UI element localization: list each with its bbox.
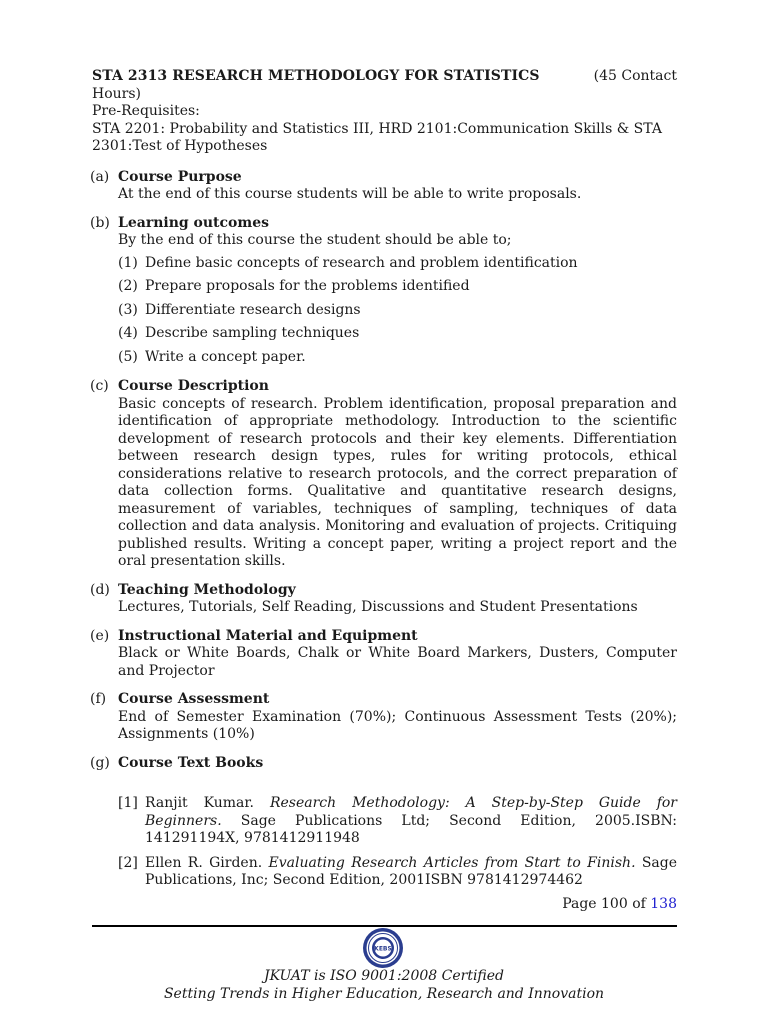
list-item-text: Prepare proposals for the problems identified [145, 278, 470, 294]
prerequisites-label: Pre-Requisites: [92, 103, 200, 119]
section-body: End of Semester Examination (70%); Continuous Assessment Tests (20%); Assignments (10%) [118, 708, 677, 742]
reference-item [118, 855, 677, 890]
list-item-number: (3) [118, 301, 138, 318]
reference-title: Evaluating Research Articles from Start to Finish. [268, 854, 636, 871]
section-letter: (g) [90, 754, 110, 771]
section-letter: (b) [90, 214, 110, 231]
section-heading: Course Purpose [118, 168, 242, 185]
section-letter: (e) [90, 627, 110, 644]
list-item [118, 278, 677, 302]
page-total-link[interactable]: 138 [650, 896, 677, 912]
section-heading: Course Text Books [118, 754, 264, 771]
reference-list [92, 795, 677, 890]
reference-item [118, 795, 677, 848]
reference-number: [1] [118, 795, 138, 811]
reference-title: Research Methodology: A Step-by-Step Guide for Beginners. [145, 795, 678, 829]
page-number-prefix: Page 100 of [562, 896, 646, 912]
section-body: Black or White Boards, Chalk or White Board Markers, Dusters, Computer and Projector [118, 645, 677, 679]
section-instructional-material [92, 628, 677, 681]
reference-details: Sage Publications, Inc; Second Edition, 2001ISBN 9781412974462 [145, 854, 678, 888]
reference-details: Sage Publications Ltd; Second Edition, 2005.ISBN: 141291194X, 9781412911948 [145, 812, 677, 846]
section-learning-outcomes [92, 215, 677, 373]
prerequisites-text: STA 2201: Probability and Statistics III, HRD 2101:Communication Skills & STA 2301:Test of Hypotheses [92, 120, 662, 154]
section-letter: (c) [90, 378, 109, 394]
section-letter: (f) [90, 691, 107, 707]
footer-motto: Setting Trends in Higher Education, Research and Innovation [163, 986, 605, 1002]
list-item-number: (1) [118, 254, 138, 271]
document-page [92, 68, 677, 897]
section-teaching-methodology [92, 582, 677, 617]
contact-hours-part2: Hours) [92, 85, 141, 102]
section-body: Basic concepts of research. Problem identification, proposal preparation and identification of appropriate methodology. Introduction to the scientific development of research protocols and their key elements. Differentiation between research design types, rules for writing protocols, ethical considerations relative to research protocols, and the correct preparation of data collection forms. Qualitative and quantitative research designs, measurement of variables, techniques of sampling, techniques of data collection and data analysis. Monitoring and evaluation of projects. Critiquing published results. Writing a concept paper, writing a project report and the oral presentation skills. [118, 395, 677, 569]
section-course-text-books [92, 755, 677, 773]
list-item [118, 255, 677, 279]
section-body: By the end of this course the student should be able to; [118, 232, 512, 248]
reference-number: [2] [118, 854, 138, 871]
contact-hours-part1: (45 Contact [593, 68, 677, 84]
section-heading: Instructional Material and Equipment [118, 627, 418, 644]
section-heading: Course Description [118, 378, 269, 394]
list-item-text: Define basic concepts of research and problem identification [145, 254, 578, 271]
reference-author: Ellen R. Girden. [145, 854, 263, 871]
list-item-number: (5) [118, 348, 138, 365]
section-course-purpose [92, 169, 677, 204]
footer-certification: JKUAT is ISO 9001:2008 Certified [263, 968, 505, 984]
kebs-certification-logo [362, 927, 404, 969]
section-letter: (a) [90, 168, 110, 185]
course-code-title: STA 2313 RESEARCH METHODOLOGY FOR STATISTICS [92, 68, 540, 84]
reference-author: Ranjit Kumar. [145, 795, 255, 811]
section-body: At the end of this course students will be able to write proposals. [118, 186, 582, 202]
section-heading: Course Assessment [118, 691, 270, 707]
page-number [562, 896, 677, 914]
course-title-line [92, 68, 677, 86]
list-item-number: (2) [118, 278, 138, 294]
list-item-text: Write a concept paper. [145, 348, 306, 365]
logo-text: KEBS [374, 945, 392, 953]
section-course-assessment [92, 691, 677, 744]
list-item-text: Describe sampling techniques [145, 325, 360, 341]
outcomes-list [118, 255, 677, 373]
list-item [118, 302, 677, 326]
list-item [118, 349, 677, 373]
list-item-number: (4) [118, 325, 138, 341]
list-item [118, 325, 677, 349]
section-heading: Teaching Methodology [118, 581, 296, 598]
section-letter: (d) [90, 581, 110, 598]
section-heading: Learning outcomes [118, 214, 269, 231]
section-course-description [92, 378, 677, 571]
section-body: Lectures, Tutorials, Self Reading, Discussions and Student Presentations [118, 599, 638, 615]
list-item-text: Differentiate research designs [145, 301, 361, 318]
